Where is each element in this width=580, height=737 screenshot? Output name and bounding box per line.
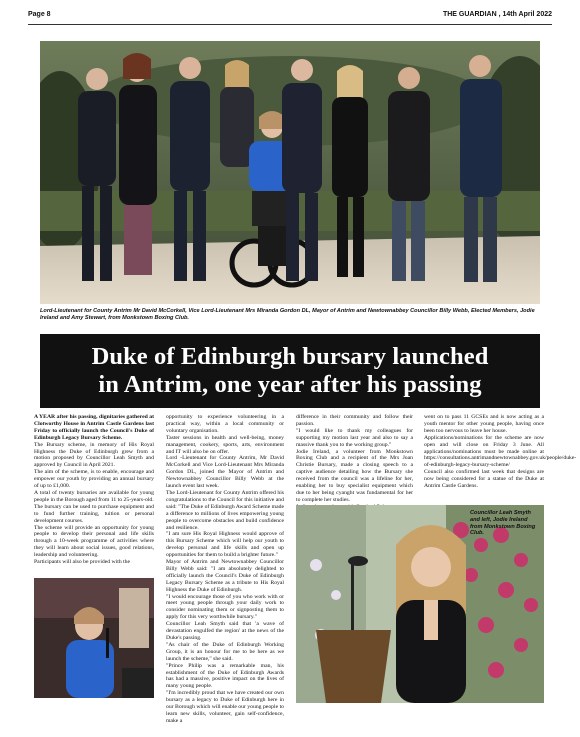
speaker-photo-small bbox=[34, 578, 154, 698]
page-header bbox=[28, 11, 552, 23]
article-column-3 bbox=[296, 414, 413, 511]
article-paragraph: difference in their community and follow their passion. bbox=[296, 414, 413, 427]
article-paragraph: Council also confirmed last week that designs are now being considered for a statue of the Duke at Antrim Castle Gardens. bbox=[424, 469, 544, 490]
article-paragraph: Lord -Lieutenant for County Antrim, Mr David McCorkell and Vice Lord-Lieutenant Mrs Miranda Gordon DL, joined the Mayor of Antrim and Newtownabbey Councillor Billy Webb at the launch event last week. bbox=[166, 455, 284, 490]
article-paragraph: Participants will also be provided with the bbox=[34, 559, 131, 566]
header-rule bbox=[28, 24, 552, 25]
speaker-photo-caption: Councillor Leah Smyth and left, Jodie Ireland from Monkstown Boxing Club. bbox=[470, 510, 536, 537]
article-paragraph: "As chair of the Duke of Edinburgh Working Group, it is an honour for me to be here as we launch the scheme," she said. bbox=[166, 641, 284, 662]
article-paragraph: The aim of the scheme, is to enable, encourage and empower our youth by providing an annual bursary of up to £1,000. bbox=[34, 469, 154, 490]
article-paragraph: Jodie Ireland, a volunteer from Monkstown Boxing Club and a recipient of the Mrs Joan Christie Bursary, made a closing speech to a captive audience detailing how the Bursary she received from the council was a lifeline for her, enabling her to buy specialist equipment which due to her being cyanght was fundamental for her to complete her studies. bbox=[296, 448, 413, 503]
masthead-date: THE GUARDIAN , 14th April 2022 bbox=[442, 11, 552, 18]
photo-caption: Lord-Lieutenant for County Antrim Mr David McCorkell, Vice Lord-Lieutenant Mrs Miranda Gordon DL, Mayor of Antrim and Newtownabbey Councillor Billy Webb, Elected Members, Jodie Ireland and Amy Stewart, from Monkstown Boxing Club. bbox=[40, 308, 535, 321]
headline-banner bbox=[40, 334, 540, 408]
headline-line-1: Duke of Edinburgh bursary launched bbox=[91, 343, 489, 370]
article-paragraph: went on to pass 11 GCSEs and is now acting as a youth mentor for other young people, having once been too nervous to leave her house. bbox=[424, 414, 544, 434]
article-paragraph: "Prince Philip was a remarkable man, his establishment of the Duke of Edinburgh Awards has had a massive, positive impact on the lives of many young people. bbox=[166, 662, 284, 690]
article-paragraph: The scheme will provide an opportunity for young people to develop their personal and life skills through a 10-week programme of activities where they will learn about social issues, good relations, leadership and volunteering. bbox=[34, 524, 154, 559]
article-paragraph: The Lord-Lieutenant for County Antrim offered his congratulations to the Council for this initiative and said: "The Duke of Edinburgh Award Scheme made a difference to millions of lives empowering young people to overcome obstacles and build confidence and resilience. bbox=[166, 489, 284, 531]
article-paragraph: Mayor of Antrim and Newtownabbey Councillor Billy Webb said: "I am absolutely delighted to officially launch the Council's Duke of Edinburgh Legacy Bursary Scheme as a tribute to His Royal Highness the Duke of Edinburgh. bbox=[166, 559, 284, 593]
article-paragraph: opportunity to experience volunteering in a practical way, within a local community or voluntary organisation. bbox=[166, 414, 284, 434]
headline-line-2: in Antrim, one year after his passing bbox=[98, 371, 482, 398]
article-lede: A YEAR after his passing, dignitaries gathered at Clotworthy House in Antrim Castle Gardens last Friday to officially launch the Council's Duke of Edinburgh Legacy Bursary Scheme. bbox=[34, 414, 154, 441]
article-paragraph: Councillor Leah Smyth said that 'a wave of devastation engulfed the region' at the news of the Duke's passing. bbox=[166, 621, 284, 641]
article-paragraph: Taster sessions in health and well-being, money management, cookery, sports, arts, environment and IT will also be on offer. bbox=[166, 434, 284, 455]
article-paragraph: The bursary can be used to purchase equipment and to fund further training, tuition or personal development courses. bbox=[34, 503, 154, 524]
article-paragraph: Applications/nominations for the scheme are now open and will close on Friday 3 June. All applications/nominations must be made online at https://consultations.antrimandnewtownabbey.gov.uk/people/duke-of-edinburgh-legacy-bursary-scheme/ bbox=[424, 434, 577, 469]
speaker-photo-small-illustration bbox=[34, 578, 154, 698]
article-paragraph: The Bursary scheme, in memory of His Royal Highness the Duke of Edinburgh grew from a motion proposed by Councillor Leah Smyth and approved by Council in April 2021. bbox=[34, 441, 154, 469]
article-column-1 bbox=[34, 414, 154, 566]
article-paragraph: "I am sure His Royal Highness would approve of this Bursary Scheme which will help our youth to develop personal and life skills and open up opportunities for them to build a brighter future." bbox=[166, 531, 284, 559]
article-paragraph: "I would encourage those of you who work with or meet young people through your daily work to consider nominating them or signposting them to apply for this very worthwhile bursary." bbox=[166, 593, 284, 621]
group-photo bbox=[40, 41, 540, 304]
article-column-4 bbox=[424, 414, 577, 490]
page-number: Page 8 bbox=[28, 11, 51, 18]
article-paragraph: A total of twenty bursaries are available for young people in the Borough aged from 11 to 25-years-old. bbox=[34, 489, 154, 503]
group-photo-illustration bbox=[40, 41, 540, 304]
article-paragraph: "I would like to thank my colleagues for supporting my motion last year and also to say a massive thank you to the working group." bbox=[296, 427, 413, 448]
article-paragraph: "I'm incredibly proud that we have created our own bursary as a legacy to Duke of Edinburgh here in our Borough which will enable our young people to learn new skills, volunteer, gain self-confidence, make a bbox=[166, 690, 284, 724]
article-column-2 bbox=[166, 414, 284, 725]
